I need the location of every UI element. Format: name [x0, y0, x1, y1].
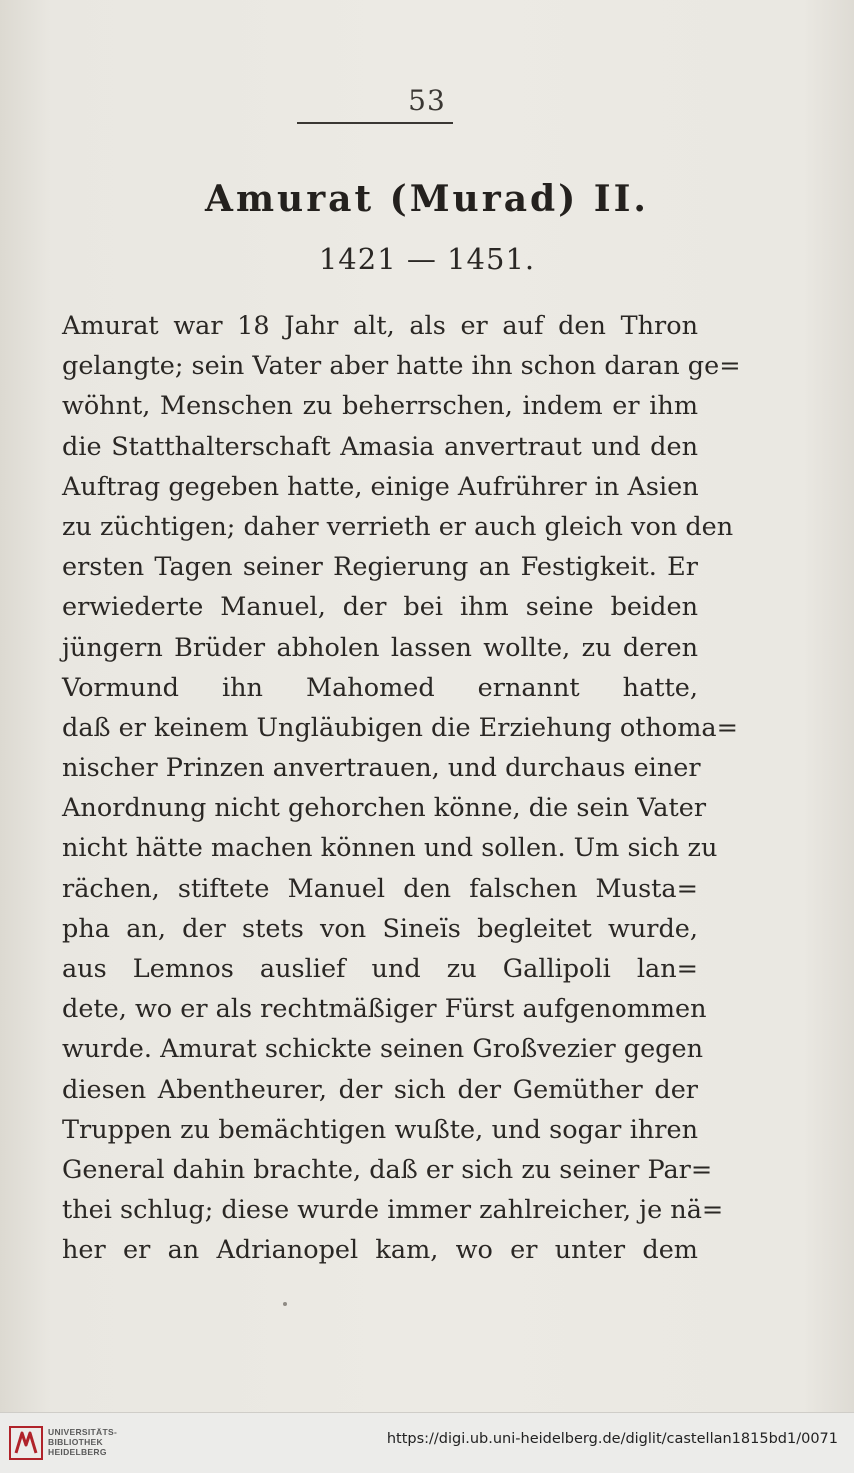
- text-line: pha an, der stets von Sineïs begleitet wurde,: [62, 913, 698, 944]
- library-name-line: BIBLIOTHEK: [48, 1437, 103, 1447]
- text-line: thei schlug; diese wurde immer zahlreicher, je nä=: [62, 1195, 724, 1226]
- text-line: Anordnung nicht gehorchen könne, die sein Vater: [62, 793, 707, 824]
- text-line: ersten Tagen seiner Regierung an Festigkeit. Er: [62, 552, 698, 583]
- text-line: dete, wo er als rechtmäßiger Fürst aufgenommen: [62, 994, 707, 1025]
- header-rule: [297, 122, 453, 124]
- text-line: daß er keinem Ungläubigen die Erziehung othoma=: [62, 712, 738, 743]
- chapter-title: Amurat (Murad) II.: [205, 178, 649, 220]
- text-line: wöhnt, Menschen zu beherrschen, indem er ihm: [62, 391, 698, 422]
- text-line: her er an Adrianopel kam, wo er unter dem: [62, 1235, 698, 1266]
- text-line: Auftrag gegeben hatte, einige Aufrührer in Asien: [62, 471, 699, 502]
- text-line: jüngern Brüder abholen lassen wollte, zu deren: [62, 632, 698, 663]
- university-logo-icon: [8, 1425, 44, 1461]
- text-line: Vormund ihn Mahomed ernannt hatte,: [62, 672, 698, 703]
- page-number: 53: [408, 84, 446, 117]
- text-line: aus Lemnos auslief und zu Gallipoli lan=: [62, 954, 698, 984]
- text-line: rächen, stiftete Manuel den falschen Musta=: [62, 873, 698, 904]
- text-line: Truppen zu bemächtigen wußte, und sogar ihren: [62, 1114, 698, 1145]
- paper-speck: [283, 1302, 287, 1306]
- text-line: General dahin brachte, daß er sich zu seiner Par=: [62, 1154, 713, 1185]
- text-line: wurde. Amurat schickte seinen Großvezier gegen: [62, 1034, 703, 1065]
- viewer-footer: [0, 1412, 854, 1473]
- body-text: [62, 306, 741, 1271]
- text-line: zu züchtigen; daher verrieth er auch gleich von den: [62, 511, 734, 542]
- text-line: nischer Prinzen anvertrauen, und durchaus einer: [62, 753, 701, 784]
- text-line: erwiederte Manuel, der bei ihm seine beiden: [62, 592, 698, 623]
- chapter-dates: 1421 — 1451.: [318, 242, 536, 276]
- permalink-url[interactable]: https://digi.ub.uni-heidelberg.de/diglit/castellan1815bd1/0071: [386, 1431, 838, 1447]
- text-line: diesen Abentheurer, der sich der Gemüther der: [62, 1074, 698, 1105]
- library-name-line: UNIVERSITÄTS-: [48, 1427, 118, 1437]
- library-name: [48, 1427, 117, 1457]
- text-line: Amurat war 18 Jahr alt, als er auf den Thron: [62, 311, 698, 341]
- library-name-line: HEIDELBERG: [48, 1447, 107, 1457]
- text-line: nicht hätte machen können und sollen. Um sich zu: [62, 833, 718, 864]
- text-line: die Statthalterschaft Amasia anvertraut und den: [62, 431, 698, 462]
- text-line: gelangte; sein Vater aber hatte ihn schon daran ge=: [62, 351, 741, 382]
